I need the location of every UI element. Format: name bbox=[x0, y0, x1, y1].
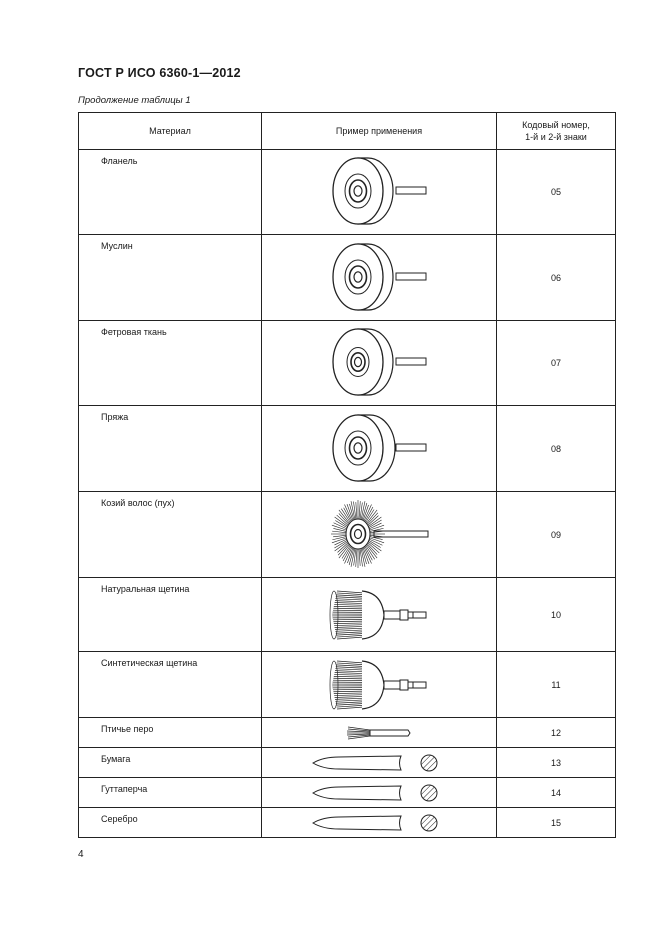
material-cell: Пряжа bbox=[79, 406, 262, 492]
material-cell: Синтетическая щетина bbox=[79, 652, 262, 718]
flat-wheel-icon bbox=[262, 406, 497, 492]
page-number: 4 bbox=[78, 849, 84, 860]
table-row bbox=[79, 150, 616, 235]
column-header-label: Материал bbox=[149, 126, 191, 136]
code-cell: 11 bbox=[497, 652, 616, 718]
code-cell: 15 bbox=[497, 808, 616, 838]
table-row bbox=[79, 321, 616, 406]
column-header-label: Кодовый номер, bbox=[522, 120, 590, 130]
material-cell: Козий волос (пух) bbox=[79, 492, 262, 578]
material-cell: Гуттаперча bbox=[79, 778, 262, 808]
material-cell: Натуральная щетина bbox=[79, 578, 262, 652]
table-caption: Продолжение таблицы 1 bbox=[78, 95, 191, 106]
flat-wheel-icon bbox=[262, 150, 497, 235]
material-cell: Фланель bbox=[79, 150, 262, 235]
table-row bbox=[79, 808, 616, 838]
document-title: ГОСТ Р ИСО 6360-1—2012 bbox=[78, 66, 241, 80]
radial-brush-icon bbox=[262, 492, 497, 578]
material-cell: Муслин bbox=[79, 235, 262, 321]
material-cell: Фетровая ткань bbox=[79, 321, 262, 406]
material-cell: Бумага bbox=[79, 748, 262, 778]
table-header-row bbox=[79, 113, 616, 150]
material-cell: Птичье перо bbox=[79, 718, 262, 748]
point-with-section-icon bbox=[262, 748, 497, 778]
column-header-material bbox=[79, 113, 262, 150]
flat-wheel-icon bbox=[262, 321, 497, 406]
code-cell: 10 bbox=[497, 578, 616, 652]
table-row bbox=[79, 578, 616, 652]
code-cell: 05 bbox=[497, 150, 616, 235]
table-row bbox=[79, 778, 616, 808]
table-row bbox=[79, 406, 616, 492]
materials-table bbox=[78, 112, 616, 838]
table-row bbox=[79, 235, 616, 321]
code-cell: 12 bbox=[497, 718, 616, 748]
column-header-code bbox=[497, 113, 616, 150]
table-row bbox=[79, 718, 616, 748]
material-cell: Серебро bbox=[79, 808, 262, 838]
column-header-label: Пример применения bbox=[335, 126, 423, 136]
table-row bbox=[79, 492, 616, 578]
code-cell: 13 bbox=[497, 748, 616, 778]
cup-brush-icon bbox=[262, 652, 497, 718]
column-header-example bbox=[262, 113, 497, 150]
flat-wheel-icon bbox=[262, 235, 497, 321]
feather-point-icon bbox=[262, 718, 497, 748]
column-header-label-line2: 1-й и 2-й знаки bbox=[525, 132, 587, 142]
code-cell: 14 bbox=[497, 778, 616, 808]
point-with-section-icon bbox=[262, 808, 497, 838]
code-cell: 08 bbox=[497, 406, 616, 492]
table-row bbox=[79, 652, 616, 718]
code-cell: 06 bbox=[497, 235, 616, 321]
code-cell: 07 bbox=[497, 321, 616, 406]
point-with-section-icon bbox=[262, 778, 497, 808]
code-cell: 09 bbox=[497, 492, 616, 578]
table-row bbox=[79, 748, 616, 778]
cup-brush-icon bbox=[262, 578, 497, 652]
